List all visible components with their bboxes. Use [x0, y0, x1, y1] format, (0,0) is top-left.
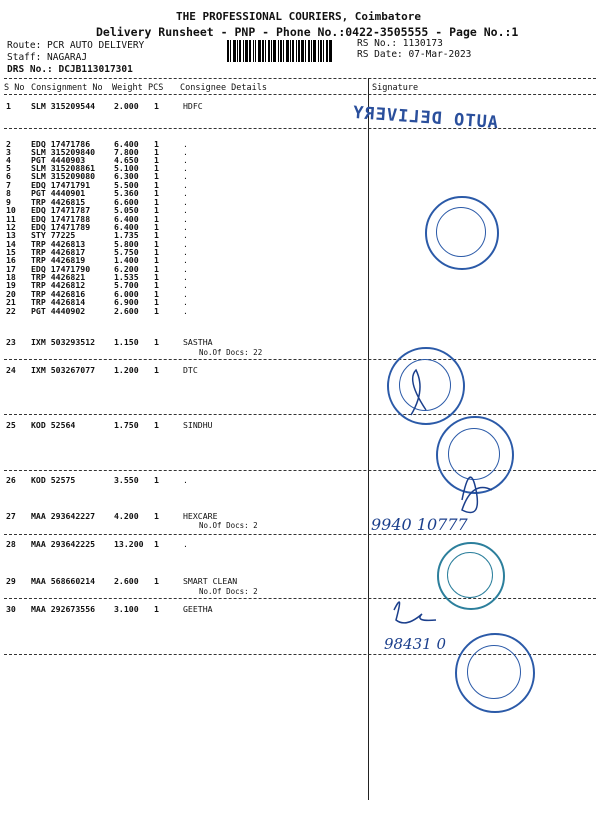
row-pcs: 1: [154, 264, 159, 274]
row-consignee: SINDHU: [183, 420, 213, 430]
row-sno: 28: [6, 539, 16, 549]
col-pcs: PCS: [148, 83, 164, 93]
row-pcs: 1: [154, 247, 159, 257]
row-consignee: .: [183, 247, 188, 257]
row-weight: 6.200: [114, 264, 139, 274]
row-pcs: 1: [154, 147, 159, 157]
row-weight: 6.300: [114, 171, 139, 181]
row-pcs: 1: [154, 214, 159, 224]
row-consignee: .: [183, 255, 188, 265]
row-weight: 5.100: [114, 163, 139, 173]
row-pcs: 1: [154, 205, 159, 215]
row-weight: 5.750: [114, 247, 139, 257]
row-consignment-no: MAA 293642227: [31, 511, 96, 521]
row-consignment-no: KOD 52564: [31, 420, 76, 430]
row-pcs: 1: [154, 337, 159, 347]
row-pcs: 1: [154, 197, 159, 207]
row-consignee: .: [183, 205, 188, 215]
row-consignee: .: [183, 289, 188, 299]
row-consignee: HDFC: [183, 101, 203, 111]
col-weight: Weight: [112, 83, 143, 93]
row-sno: 11: [6, 214, 16, 224]
row-pcs: 1: [154, 289, 159, 299]
row-sno: 20: [6, 289, 16, 299]
row-consignee: .: [183, 239, 188, 249]
row-weight: 6.000: [114, 289, 139, 299]
row-consignee: .: [183, 230, 188, 240]
row-consignee: .: [183, 171, 188, 181]
row-consignee: HEXCARE: [183, 511, 218, 521]
row-consignment-no: MAA 568660214: [31, 576, 96, 586]
row-sno: 9: [6, 197, 11, 207]
row-pcs: 1: [154, 297, 159, 307]
table-header-rule: [4, 94, 596, 95]
col-signature: Signature: [372, 83, 419, 93]
col-sno: S No: [4, 83, 25, 93]
row-consignee: .: [183, 180, 188, 190]
row-weight: 2.600: [114, 306, 139, 316]
row-consignment-no: TRP 4426816: [31, 289, 86, 299]
row-sno: 1: [6, 101, 11, 111]
row-consignee: .: [183, 264, 188, 274]
row-weight: 3.100: [114, 604, 139, 614]
doc-count-hexcare: No.Of Docs: 2: [199, 587, 258, 596]
row-consignment-no: PGT 4440903: [31, 155, 86, 165]
barcode: [227, 40, 351, 62]
row-consignee: .: [183, 539, 188, 549]
row-consignment-no: MAA 293642225: [31, 539, 96, 549]
row-consignment-no: PGT 4440901: [31, 188, 86, 198]
row-consignment-no: TRP 4426814: [31, 297, 86, 307]
row-weight: 3.550: [114, 475, 139, 485]
handwritten-phone-2: 98431 0: [384, 635, 447, 653]
row-consignment-no: PGT 4440902: [31, 306, 86, 316]
row-sno: 3: [6, 147, 11, 157]
row-sno: 21: [6, 297, 16, 307]
company-round-stamp-1: [425, 196, 499, 270]
row-weight: 5.500: [114, 180, 139, 190]
row-pcs: 1: [154, 163, 159, 173]
row-sno: 30: [6, 604, 16, 614]
row-weight: 1.150: [114, 337, 139, 347]
row-consignment-no: TRP 4426819: [31, 255, 86, 265]
row-pcs: 1: [154, 280, 159, 290]
row-consignment-no: EDQ 17471789: [31, 222, 91, 232]
row-sno: 7: [6, 180, 11, 190]
row-consignee: .: [183, 297, 188, 307]
row-weight: 1.200: [114, 365, 139, 375]
row-sno: 22: [6, 306, 16, 316]
row-sno: 10: [6, 205, 16, 215]
row-pcs: 1: [154, 222, 159, 232]
row-sno: 4: [6, 155, 11, 165]
row-consignment-no: KOD 52575: [31, 475, 76, 485]
row-consignee: .: [183, 139, 188, 149]
row-sno: 15: [6, 247, 16, 257]
row-consignee: .: [183, 214, 188, 224]
row-consignment-no: IXM 503293512: [31, 337, 96, 347]
row-weight: 6.900: [114, 297, 139, 307]
row-consignee: SASTHA: [183, 337, 213, 347]
row-weight: 5.700: [114, 280, 139, 290]
row-weight: 1.750: [114, 420, 139, 430]
row-consignment-no: TRP 4426817: [31, 247, 86, 257]
staff-label: Staff: NAGARAJ: [7, 52, 88, 63]
row-consignment-no: EDQ 17471788: [31, 214, 91, 224]
row-consignee: DTC: [183, 365, 198, 375]
row-weight: 4.650: [114, 155, 139, 165]
doc-count-sindhu: No.Of Docs: 2: [199, 521, 258, 530]
row-consignment-no: TRP 4426812: [31, 280, 86, 290]
row-consignee: SMART CLEAN: [183, 576, 238, 586]
row-sno: 24: [6, 365, 16, 375]
row-consignment-no: EDQ 17471786: [31, 139, 91, 149]
row-sno: 17: [6, 264, 16, 274]
col-consignee: Consignee Details: [180, 83, 267, 93]
row-sno: 16: [6, 255, 16, 265]
row-consignment-no: SLM 315209840: [31, 147, 96, 157]
auto-delivery-stamp: AUTO DELIVERY: [351, 102, 499, 134]
route-label: Route: PCR AUTO DELIVERY: [7, 40, 145, 51]
row-pcs: 1: [154, 365, 159, 375]
signature-scribbles: [366, 360, 516, 820]
row-weight: 4.200: [114, 511, 139, 521]
row-consignment-no: TRP 4426821: [31, 272, 86, 282]
row-pcs: 1: [154, 180, 159, 190]
row-consignee: GEETHA: [183, 604, 213, 614]
row-consignment-no: STY 77225: [31, 230, 76, 240]
row-pcs: 1: [154, 188, 159, 198]
row-weight: 6.400: [114, 139, 139, 149]
row-pcs: 1: [154, 239, 159, 249]
row-consignee: .: [183, 188, 188, 198]
row-sno: 8: [6, 188, 11, 198]
row-consignee: .: [183, 147, 188, 157]
row-pcs: 1: [154, 101, 159, 111]
row-consignment-no: EDQ 17471790: [31, 264, 91, 274]
row-sno: 29: [6, 576, 16, 586]
row-consignment-no: TRP 4426815: [31, 197, 86, 207]
col-consignment: Consignment No: [31, 83, 103, 93]
row-pcs: 1: [154, 539, 159, 549]
row-sno: 12: [6, 222, 16, 232]
runsheet-subtitle: Delivery Runsheet - PNP - Phone No.:0422-3505555 - Page No.:1: [96, 25, 519, 39]
row-weight: 1.400: [114, 255, 139, 265]
row-consignee: .: [183, 163, 188, 173]
row-sno: 5: [6, 163, 11, 173]
row-consignee: .: [183, 280, 188, 290]
row-pcs: 1: [154, 475, 159, 485]
row-sno: 26: [6, 475, 16, 485]
row-weight: 1.535: [114, 272, 139, 282]
row-sno: 14: [6, 239, 16, 249]
row-pcs: 1: [154, 306, 159, 316]
company-title: THE PROFESSIONAL COURIERS, Coimbatore: [176, 10, 422, 23]
row-weight: 6.600: [114, 197, 139, 207]
row-consignee: .: [183, 475, 188, 485]
row-consignment-no: SLM 315208861: [31, 163, 96, 173]
row-consignee: .: [183, 306, 188, 316]
row-sno: 6: [6, 171, 11, 181]
row-weight: 2.600: [114, 576, 139, 586]
row-weight: 6.400: [114, 222, 139, 232]
row-sno: 13: [6, 230, 16, 240]
row-pcs: 1: [154, 155, 159, 165]
table-top-rule: [4, 78, 596, 79]
row-pcs: 1: [154, 272, 159, 282]
row-consignment-no: TRP 4426813: [31, 239, 86, 249]
row-pcs: 1: [154, 171, 159, 181]
row-consignment-no: SLM 315209080: [31, 171, 96, 181]
row-pcs: 1: [154, 255, 159, 265]
row-sno: 27: [6, 511, 16, 521]
row-consignment-no: EDQ 17471787: [31, 205, 91, 215]
doc-count-hdfc: No.Of Docs: 22: [199, 348, 263, 357]
row-weight: 6.400: [114, 214, 139, 224]
row-consignee: .: [183, 222, 188, 232]
rs-date: RS Date: 07-Mar-2023: [357, 49, 472, 60]
row-pcs: 1: [154, 139, 159, 149]
row-weight: 5.800: [114, 239, 139, 249]
row-weight: 5.050: [114, 205, 139, 215]
row-pcs: 1: [154, 604, 159, 614]
row-weight: 7.800: [114, 147, 139, 157]
row-consignee: .: [183, 272, 188, 282]
row-weight: 2.000: [114, 101, 139, 111]
row-consignee: .: [183, 197, 188, 207]
row-pcs: 1: [154, 576, 159, 586]
handwritten-phone-1: 9940 10777: [371, 515, 468, 534]
row-pcs: 1: [154, 230, 159, 240]
row-sno: 19: [6, 280, 16, 290]
row-pcs: 1: [154, 420, 159, 430]
row-group-divider: [4, 128, 596, 129]
row-consignment-no: EDQ 17471791: [31, 180, 91, 190]
row-sno: 18: [6, 272, 16, 282]
row-weight: 1.735: [114, 230, 139, 240]
row-sno: 25: [6, 420, 16, 430]
row-consignment-no: IXM 503267077: [31, 365, 96, 375]
row-sno: 23: [6, 337, 16, 347]
drs-number: DRS No.: DCJB113017301: [7, 64, 133, 75]
rs-number: RS No.: 1130173: [357, 38, 443, 49]
row-weight: 13.200: [114, 539, 144, 549]
row-consignment-no: MAA 292673556: [31, 604, 96, 614]
row-weight: 5.360: [114, 188, 139, 198]
row-consignee: .: [183, 155, 188, 165]
row-pcs: 1: [154, 511, 159, 521]
row-consignment-no: SLM 315209544: [31, 101, 96, 111]
row-sno: 2: [6, 139, 11, 149]
